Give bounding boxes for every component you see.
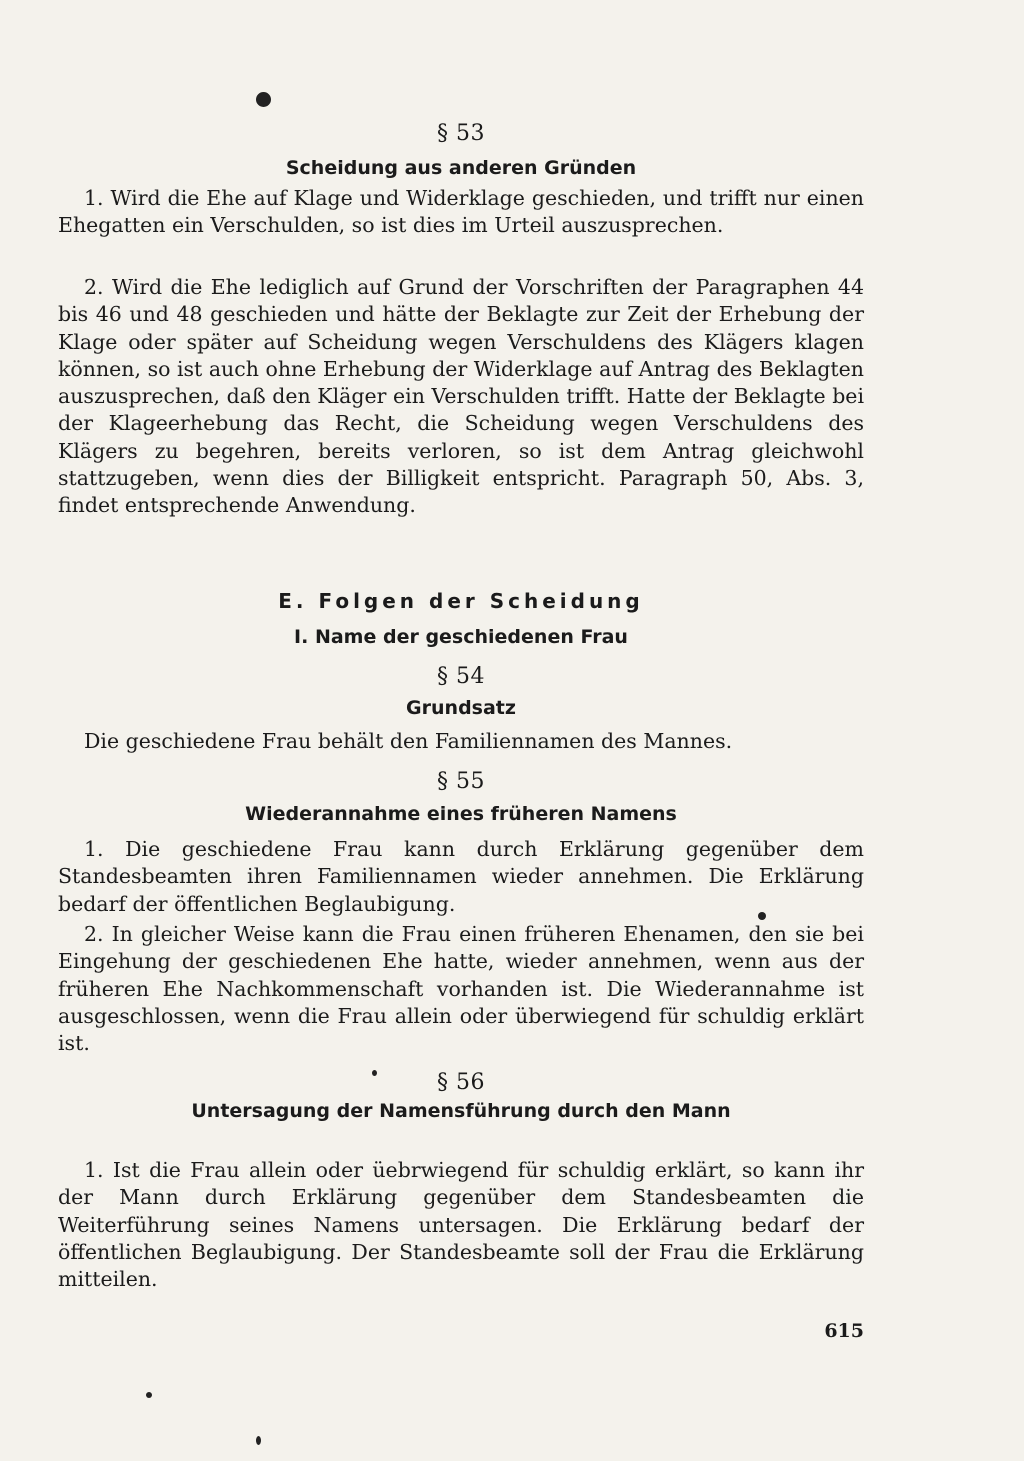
section-56-paragraph-1: 1. Ist die Frau allein oder üebrwiegend für schuldig erklärt, so kann ihr der Mann durch Erklärung gegenüber dem Standesbeamten die Weiterführung seines Namens untersagen. Die Erklärung bedarf der öffentlichen Beglaubigung. Der Standesbeamte soll der Frau die Erklärung mitteilen.	[58, 1158, 864, 1292]
subchapter-title: I. Name der geschiedenen Frau	[294, 626, 628, 648]
page-number: 615	[824, 1320, 864, 1342]
section-55-paragraph-2: 2. In gleicher Weise kann die Frau einen früheren Ehenamen, den sie bei Eingehung der geschiedenen Ehe hatte, wieder annehmen, wenn aus der früheren Ehe Nachkommenschaft vorhanden ist. Die Wiederannahme ist ausgeschlossen, wenn die Frau allein oder überwiegend für schuldig erklärt ist.	[58, 922, 864, 1056]
section-56-number: § 56	[437, 1070, 485, 1095]
section-54-title: Grundsatz	[406, 697, 516, 719]
section-54-paragraph-1: Die geschiedene Frau behält den Familiennamen des Mannes.	[84, 729, 733, 753]
section-55-number: § 55	[437, 769, 485, 794]
document-page	[58, 0, 864, 1461]
section-55-title: Wiederannahme eines früheren Namens	[245, 803, 677, 825]
section-53-paragraph-1: 1. Wird die Ehe auf Klage und Widerklage geschieden, und trifft nur einen Ehegatten ein Verschulden, so ist dies im Urteil auszusprechen.	[58, 186, 864, 238]
section-53-title: Scheidung aus anderen Gründen	[285, 157, 637, 179]
section-55-paragraph-1: 1. Die geschiedene Frau kann durch Erklärung gegenüber dem Standesbeamten ihren Familiennamen wieder annehmen. Die Erklärung bedarf der öffentlichen Beglaubigung.	[58, 837, 864, 916]
section-53-paragraph-2: 2. Wird die Ehe lediglich auf Grund der Vorschriften der Paragraphen 44 bis 46 und 48 geschieden und hätte der Beklagte zur Zeit der Erhebung der Klage oder später auf Scheidung wegen Verschuldens des Klägers klagen können, so ist auch ohne Erhebung der Widerklage auf Antrag des Beklagten auszusprechen, daß den Kläger ein Verschulden trifft. Hatte der Beklagte bei der Klageerhebung das Recht, die Scheidung wegen Verschuldens des Klägers zu begehren, bereits verloren, so ist dem Antrag gleichwohl stattzugeben, wenn dies der Billigkeit entspricht. Paragraph 50, Abs. 3, findet entsprechende Anwendung.	[58, 275, 864, 518]
section-56-title: Untersagung der Namensführung durch den Mann	[191, 1100, 731, 1122]
section-53-number: § 53	[437, 121, 485, 146]
section-54-number: § 54	[437, 664, 485, 689]
chapter-title: E. Folgen der Scheidung	[278, 589, 644, 613]
